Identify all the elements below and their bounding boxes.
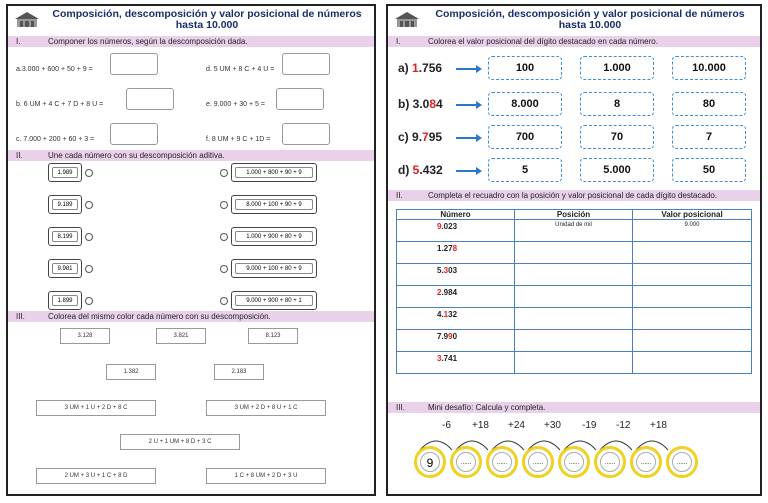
step-operation: -12 xyxy=(616,420,631,431)
number-row-d: d) 5.432 xyxy=(398,163,443,177)
decomposition-tag: 1.000 + 900 + 80 + 9 xyxy=(231,227,317,246)
section-header-3 xyxy=(388,402,760,413)
worksheet-title: Composición, descomposición y valor posicional de números hasta 10.000 xyxy=(435,8,745,31)
place-value-option[interactable]: 7 xyxy=(672,125,746,149)
place-value-option[interactable]: 50 xyxy=(672,158,746,182)
worksheet-title: Composición, descomposición y valor posicional de números hasta 10.000 xyxy=(52,8,362,31)
column-header: Número xyxy=(397,210,515,220)
step-operation: +18 xyxy=(650,420,667,431)
answer-ring[interactable]: ...... xyxy=(486,446,518,478)
answer-box[interactable] xyxy=(110,123,158,145)
number-tag: 1.989 xyxy=(48,163,82,182)
color-item[interactable]: 3 UM + 2 D + 8 U + 1 C xyxy=(206,400,326,416)
decomposition-tag: 1.000 + 800 + 90 + 9 xyxy=(231,163,317,182)
number-cell: 2.984 xyxy=(397,286,515,308)
position-cell[interactable] xyxy=(515,308,633,330)
section-header-3 xyxy=(8,311,374,322)
color-item[interactable]: 1 C + 8 UM + 2 D + 3 U xyxy=(206,468,326,484)
arrow-right-icon xyxy=(456,68,480,70)
answer-ring[interactable]: ...... xyxy=(630,446,662,478)
color-item[interactable]: 8.123 xyxy=(248,328,298,344)
connector-dot[interactable] xyxy=(85,169,93,177)
column-header: Posición xyxy=(515,210,633,220)
place-value-option[interactable]: 700 xyxy=(488,125,562,149)
worksheet-left xyxy=(6,4,376,496)
section-number: I. xyxy=(16,37,21,46)
value-cell[interactable] xyxy=(633,308,752,330)
value-cell[interactable] xyxy=(633,330,752,352)
value-cell[interactable] xyxy=(633,286,752,308)
place-value-option[interactable]: 80 xyxy=(672,92,746,116)
worksheet-header xyxy=(8,6,374,36)
section-instruction: Mini desafío: Calcula y completa. xyxy=(428,403,546,412)
number-tag: 8.199 xyxy=(48,227,82,246)
color-item[interactable]: 1.382 xyxy=(106,364,156,380)
place-value-table xyxy=(396,209,752,374)
position-cell[interactable] xyxy=(515,264,633,286)
column-header: Valor posicional xyxy=(633,210,752,220)
compose-exercise-c: c. 7.000 + 200 + 60 + 3 = xyxy=(16,136,95,143)
compose-exercise-d: d. 5 UM + 8 C + 4 U = xyxy=(206,66,275,73)
step-operation: -6 xyxy=(442,420,451,431)
number-cell: 4.132 xyxy=(397,308,515,330)
connector-dot[interactable] xyxy=(85,233,93,241)
step-operation: +18 xyxy=(472,420,489,431)
section-number: I. xyxy=(396,37,401,46)
compose-exercise-a: a.3.000 + 600 + 50 + 9 = xyxy=(16,66,93,73)
connector-dot[interactable] xyxy=(85,297,93,305)
number-cell: 1.278 xyxy=(397,242,515,264)
position-cell[interactable] xyxy=(515,330,633,352)
value-cell[interactable]: 9.000 xyxy=(633,220,752,242)
answer-box[interactable] xyxy=(282,53,330,75)
place-value-option[interactable]: 5 xyxy=(488,158,562,182)
color-item[interactable]: 3 UM + 1 U + 2 D + 8 C xyxy=(36,400,156,416)
connector-dot[interactable] xyxy=(220,297,228,305)
table-row xyxy=(397,352,752,374)
connector-dot[interactable] xyxy=(220,233,228,241)
arrow-right-icon xyxy=(456,104,480,106)
decomposition-tag: 8.000 + 100 + 90 + 9 xyxy=(231,195,317,214)
step-operation: +24 xyxy=(508,420,525,431)
answer-ring[interactable]: ...... xyxy=(666,446,698,478)
section-instruction: Completa el recuadro con la posición y valor posicional de cada dígito destacado. xyxy=(428,191,718,200)
compose-exercise-b: b. 6 UM + 4 C + 7 D + 8 U = xyxy=(16,101,104,108)
worksheet-header xyxy=(388,6,760,36)
value-cell[interactable] xyxy=(633,264,752,286)
place-value-option[interactable]: 10.000 xyxy=(672,56,746,80)
school-logo-icon xyxy=(394,11,420,29)
number-cell: 7.990 xyxy=(397,330,515,352)
answer-ring[interactable]: ...... xyxy=(558,446,590,478)
position-cell[interactable] xyxy=(515,242,633,264)
answer-ring[interactable]: ...... xyxy=(450,446,482,478)
table-row xyxy=(397,242,752,264)
color-item[interactable]: 3.821 xyxy=(156,328,206,344)
section-header-2 xyxy=(8,150,374,161)
connector-dot[interactable] xyxy=(220,265,228,273)
connector-dot[interactable] xyxy=(85,265,93,273)
section-number: II. xyxy=(396,191,403,200)
number-tag: 1.899 xyxy=(48,291,82,310)
connector-dot[interactable] xyxy=(220,201,228,209)
place-value-option[interactable]: 100 xyxy=(488,56,562,80)
section-instruction: Colorea el valor posicional del dígito destacado en cada número. xyxy=(428,37,658,46)
section-header-1 xyxy=(8,36,374,47)
table-row xyxy=(397,330,752,352)
step-operation: +30 xyxy=(544,420,561,431)
place-value-option[interactable]: 8 xyxy=(580,92,654,116)
answer-ring[interactable]: ...... xyxy=(522,446,554,478)
step-operation: -19 xyxy=(582,420,597,431)
answer-box[interactable] xyxy=(276,88,324,110)
section-header-2 xyxy=(388,190,760,201)
answer-box[interactable] xyxy=(126,88,174,110)
connector-dot[interactable] xyxy=(85,201,93,209)
number-tag: 9.981 xyxy=(48,259,82,278)
start-ring: 9 xyxy=(414,446,446,478)
table-row xyxy=(397,286,752,308)
number-row-c: c) 9.795 xyxy=(398,130,443,144)
position-cell[interactable] xyxy=(515,352,633,374)
color-item[interactable]: 2.183 xyxy=(214,364,264,380)
section-instruction: Componer los números, según la descomposición dada. xyxy=(48,37,248,46)
position-cell[interactable]: Unidad de mil xyxy=(515,220,633,242)
answer-box[interactable] xyxy=(110,53,158,75)
arrow-right-icon xyxy=(456,137,480,139)
place-value-option[interactable]: 8.000 xyxy=(488,92,562,116)
value-cell[interactable] xyxy=(633,352,752,374)
number-tag: 9.189 xyxy=(48,195,82,214)
color-item[interactable]: 3.128 xyxy=(60,328,110,344)
number-row-a: a) 1.756 xyxy=(398,61,443,75)
connector-dot[interactable] xyxy=(220,169,228,177)
section-number: III. xyxy=(396,403,405,412)
arrow-right-icon xyxy=(456,170,480,172)
place-value-option[interactable]: 1.000 xyxy=(580,56,654,80)
school-logo-icon xyxy=(14,11,40,29)
decomposition-tag: 9.000 + 100 + 80 + 9 xyxy=(231,259,317,278)
number-row-b: b) 3.084 xyxy=(398,97,443,111)
compose-exercise-f: f. 8 UM + 9 C + 1D = xyxy=(206,136,271,143)
section-instruction: Colorea del mismo color cada número con su descomposición. xyxy=(48,312,271,321)
compose-exercise-e: e. 9.000 + 30 + 5 = xyxy=(206,101,265,108)
value-cell[interactable] xyxy=(633,242,752,264)
section-number: III. xyxy=(16,312,25,321)
place-value-option[interactable]: 70 xyxy=(580,125,654,149)
section-header-1 xyxy=(388,36,760,47)
section-instruction: Une cada número con su descomposición aditiva. xyxy=(48,151,225,160)
place-value-option[interactable]: 5.000 xyxy=(580,158,654,182)
answer-box[interactable] xyxy=(282,123,330,145)
color-item[interactable]: 2 UM + 3 U + 1 C + 8 D xyxy=(36,468,156,484)
number-cell: 5.303 xyxy=(397,264,515,286)
table-row xyxy=(397,220,752,242)
position-cell[interactable] xyxy=(515,286,633,308)
number-cell: 9.023 xyxy=(397,220,515,242)
answer-ring[interactable]: ...... xyxy=(594,446,626,478)
table-row xyxy=(397,264,752,286)
number-cell: 3.741 xyxy=(397,352,515,374)
table-row xyxy=(397,308,752,330)
color-item[interactable]: 2 U + 1 UM + 8 D + 3 C xyxy=(120,434,240,450)
section-number: II. xyxy=(16,151,23,160)
worksheet-right xyxy=(386,4,762,496)
decomposition-tag: 9.000 + 900 + 80 + 1 xyxy=(231,291,317,310)
